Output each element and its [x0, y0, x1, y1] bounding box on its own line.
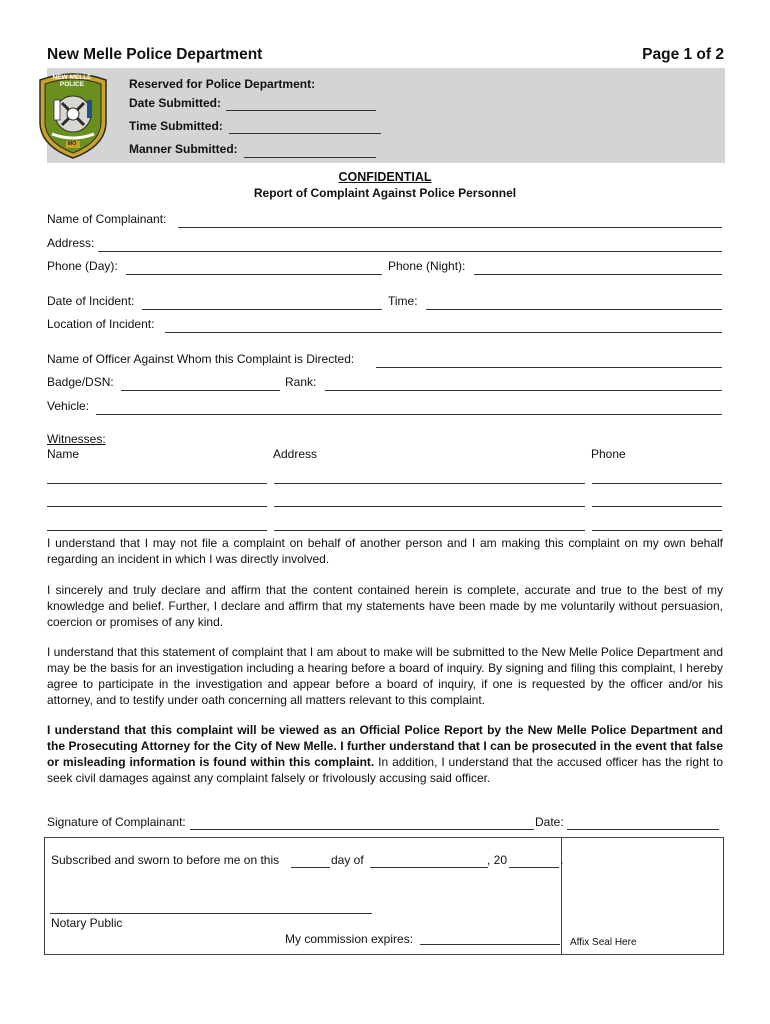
- vehicle-label: Vehicle:: [47, 399, 90, 413]
- reserved-title: Reserved for Police Department:: [129, 77, 316, 91]
- badge-text: NEW MELLE POLICE: [52, 74, 92, 88]
- affix-seal-label: Affix Seal Here: [570, 937, 637, 948]
- time-line[interactable]: [426, 309, 722, 310]
- sworn-day-line[interactable]: [291, 867, 330, 868]
- witness-3-phone-line[interactable]: [592, 530, 722, 531]
- phone-night-label: Phone (Night):: [388, 259, 466, 273]
- rank-label: Rank:: [285, 375, 317, 389]
- witness-3-name-line[interactable]: [47, 530, 267, 531]
- statement-paragraph-4: [47, 722, 723, 786]
- sworn-label: Subscribed and sworn to before me on this: [51, 853, 280, 867]
- signature-date-label: Date:: [535, 815, 564, 829]
- page-number: Page 1 of 2: [642, 46, 724, 63]
- witness-2-phone-line[interactable]: [592, 506, 722, 507]
- report-title: Report of Complaint Against Police Personnel: [253, 186, 517, 200]
- complainant-name-label: Name of Complainant:: [47, 212, 167, 226]
- sworn-period: .: [560, 853, 564, 867]
- officer-name-label: Name of Officer Against Whom this Complaint is Directed:: [47, 352, 355, 366]
- witness-name-header: Name: [47, 447, 80, 461]
- witness-phone-header: Phone: [591, 447, 626, 461]
- vehicle-line[interactable]: [96, 414, 722, 415]
- time-label: Time:: [388, 294, 418, 308]
- signature-label: Signature of Complainant:: [47, 815, 186, 829]
- notary-signature-line[interactable]: [50, 913, 372, 914]
- manner-submitted-label: Manner Submitted:: [129, 142, 238, 156]
- witness-1-name-line[interactable]: [47, 483, 267, 484]
- rank-line[interactable]: [325, 390, 722, 391]
- badge-state: MO: [67, 141, 77, 147]
- time-submitted-line[interactable]: [229, 133, 381, 134]
- location-label: Location of Incident:: [47, 317, 155, 331]
- witness-1-address-line[interactable]: [274, 483, 585, 484]
- year-label: , 20: [487, 853, 508, 867]
- badge-dsn-line[interactable]: [121, 390, 280, 391]
- confidential-title: CONFIDENTIAL: [338, 170, 432, 184]
- location-line[interactable]: [165, 332, 722, 333]
- witness-1-phone-line[interactable]: [592, 483, 722, 484]
- commission-expires-line[interactable]: [420, 944, 560, 945]
- day-of-label: day of: [331, 853, 364, 867]
- manner-submitted-line[interactable]: [244, 157, 376, 158]
- phone-day-label: Phone (Day):: [47, 259, 118, 273]
- statement-paragraph-3: I understand that this statement of complaint that I am about to make will be submitted to the New Melle Police Department and may be the basis for an investigation including a hearing before a board of inquiry. By signing and filing this complaint, I hereby agree to participate in the investigation and appear before a board of inquiry, if one is requested by the officer and/or his attorney, and to testify under oath concerning all matters relevant to this complaint.: [47, 645, 723, 707]
- date-incident-line[interactable]: [142, 309, 382, 310]
- statement-paragraph-4-rest: In addition, I understand that the accused officer has the right to seek civil damages against any complaint falsely or frivolously accusing said officer.: [47, 755, 723, 785]
- address-line[interactable]: [98, 251, 722, 252]
- signature-date-line[interactable]: [567, 829, 719, 830]
- notary-public-label: Notary Public: [51, 916, 123, 930]
- sworn-month-line[interactable]: [370, 867, 488, 868]
- department-title: New Melle Police Department: [47, 46, 263, 63]
- witness-2-name-line[interactable]: [47, 506, 267, 507]
- statement-paragraph-2: I sincerely and truly declare and affirm that the content contained herein is complete, accurate and true to the best of my knowledge and belief. Further, I declare and affirm that my statements have been made by me voluntarily without persuasion, coercion or promises of any kind.: [47, 583, 723, 629]
- statement-paragraph-4-bold: I understand that this complaint will be viewed as an Official Police Report by the New Melle Police Department and the Prosecuting Attorney for the City of New Melle. I further understand that I can be prosecuted in the event that false or misleading information is found within this complaint.: [47, 723, 723, 769]
- commission-expires-label: My commission expires:: [285, 932, 414, 946]
- witness-3-address-line[interactable]: [274, 530, 585, 531]
- statement-paragraph-1: I understand that I may not file a complaint on behalf of another person and I am making this complaint on my own behalf regarding an incident in which I was directly involved.: [47, 536, 723, 566]
- phone-day-line[interactable]: [126, 274, 382, 275]
- officer-name-line[interactable]: [376, 367, 722, 368]
- date-submitted-line[interactable]: [226, 110, 376, 111]
- date-submitted-label: Date Submitted:: [129, 96, 222, 110]
- address-label: Address:: [47, 236, 95, 250]
- badge-dsn-label: Badge/DSN:: [47, 375, 114, 389]
- time-submitted-label: Time Submitted:: [129, 119, 223, 133]
- witnesses-title: Witnesses:: [47, 432, 106, 446]
- witness-address-header: Address: [273, 447, 318, 461]
- phone-night-line[interactable]: [474, 274, 722, 275]
- complainant-name-line[interactable]: [178, 227, 722, 228]
- signature-line[interactable]: [190, 829, 534, 830]
- date-incident-label: Date of Incident:: [47, 294, 135, 308]
- witness-2-address-line[interactable]: [274, 506, 585, 507]
- sworn-year-line[interactable]: [509, 867, 559, 868]
